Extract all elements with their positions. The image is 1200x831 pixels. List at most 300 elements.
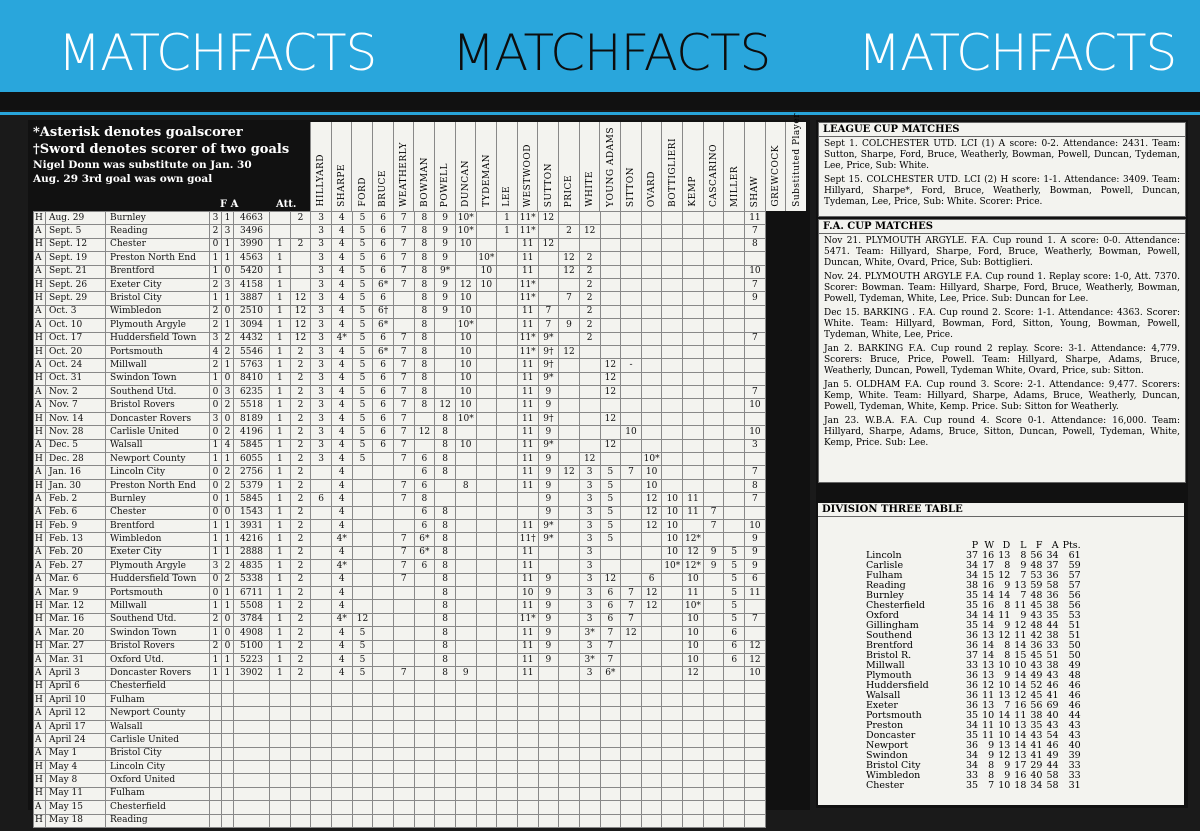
player-shirt-cell	[724, 439, 745, 452]
fa-cup-box	[818, 219, 1186, 483]
player-shirt-cell	[621, 305, 642, 318]
player-shirt-cell	[497, 761, 518, 774]
player-shirt-cell: 4	[331, 412, 352, 425]
player-shirt-cell: 2	[290, 653, 311, 666]
player-shirt-cell: 3	[745, 439, 766, 452]
goals-for: 3	[210, 412, 222, 425]
player-shirt-cell	[270, 774, 291, 787]
player-shirt-cell: 10	[662, 493, 683, 506]
goals-for: 0	[210, 479, 222, 492]
attendance: 8189	[234, 412, 270, 425]
player-shirt-cell: 2	[290, 479, 311, 492]
player-shirt-cell	[435, 694, 456, 707]
player-shirt-cell	[703, 720, 724, 733]
team-stat: 48	[1030, 620, 1043, 631]
player-shirt-cell: 7	[745, 332, 766, 345]
opponent: Exeter City	[106, 278, 210, 291]
player-shirt-cell	[435, 734, 456, 747]
player-shirt-cell	[476, 412, 497, 425]
player-shirt-cell	[517, 787, 538, 800]
player-column-header	[434, 122, 456, 211]
player-shirt-cell	[393, 747, 414, 760]
player-shirt-cell	[600, 225, 621, 238]
player-shirt-cell: 9	[538, 640, 559, 653]
player-shirt-cell: 6	[373, 412, 394, 425]
player-shirt-cell: 12	[600, 439, 621, 452]
team-stat: 53	[1030, 570, 1043, 581]
player-shirt-cell	[414, 694, 435, 707]
player-shirt-cell	[331, 694, 352, 707]
player-shirt-cell	[270, 761, 291, 774]
team-stat: 48	[1068, 670, 1081, 681]
player-shirt-cell: 1	[270, 466, 291, 479]
player-shirt-cell: 12	[352, 613, 373, 626]
player-shirt-cell	[641, 801, 662, 814]
player-shirt-cell: 5	[724, 600, 745, 613]
venue: A	[34, 546, 46, 559]
player-shirt-cell	[662, 319, 683, 332]
player-shirt-cell: 10	[662, 546, 683, 559]
match-row	[34, 453, 766, 466]
player-shirt-cell	[724, 493, 745, 506]
player-shirt-cell	[517, 774, 538, 787]
opponent: Fulham	[106, 787, 210, 800]
player-shirt-cell: 2	[290, 439, 311, 452]
team-stat: 31	[1068, 780, 1081, 791]
venue: A	[34, 653, 46, 666]
player-shirt-cell	[703, 653, 724, 666]
goals-against: 0	[222, 412, 234, 425]
player-shirt-cell: 9	[538, 506, 559, 519]
player-shirt-cell: 7	[745, 613, 766, 626]
player-shirt-cell: 8	[414, 386, 435, 399]
player-shirt-cell	[662, 225, 683, 238]
player-shirt-cell: 2	[290, 627, 311, 640]
player-shirt-cell: 3	[311, 252, 332, 265]
player-shirt-cell	[311, 613, 332, 626]
player-shirt-cell	[703, 533, 724, 546]
player-shirt-cell	[600, 212, 621, 225]
team-stat: 12	[1014, 690, 1027, 701]
player-shirt-cell	[373, 801, 394, 814]
player-shirt-cell: 1	[270, 640, 291, 653]
player-shirt-cell: 1	[270, 399, 291, 412]
player-shirt-cell: 5	[352, 345, 373, 358]
player-shirt-cell: 12	[600, 359, 621, 372]
player-name: PRICE	[564, 174, 575, 207]
player-shirt-cell	[703, 734, 724, 747]
player-shirt-cell	[352, 466, 373, 479]
player-shirt-cell	[724, 720, 745, 733]
match-date: Sept. 19	[46, 252, 106, 265]
player-shirt-cell: 10*	[683, 600, 704, 613]
team-stat: 53	[1068, 610, 1081, 621]
goals-for: 1	[210, 252, 222, 265]
team-stat: 49	[1046, 750, 1059, 761]
player-shirt-cell: 8	[435, 506, 456, 519]
player-shirt-cell: 3	[579, 493, 600, 506]
player-shirt-cell	[497, 519, 518, 532]
player-shirt-cell	[641, 640, 662, 653]
player-name: WEATHERLY	[398, 142, 409, 207]
goals-for: 0	[210, 506, 222, 519]
goals-against: 1	[222, 546, 234, 559]
match-date: April 12	[46, 707, 106, 720]
goals-against: 1	[222, 493, 234, 506]
player-shirt-cell	[559, 426, 580, 439]
player-shirt-cell: 1	[270, 265, 291, 278]
player-shirt-cell	[476, 680, 497, 693]
venue: H	[34, 600, 46, 613]
player-shirt-cell	[455, 506, 476, 519]
player-shirt-cell: 4	[331, 386, 352, 399]
player-shirt-cell	[600, 787, 621, 800]
player-shirt-cell: 3	[579, 586, 600, 599]
player-shirt-cell: 10	[455, 332, 476, 345]
player-column-header	[703, 122, 725, 211]
player-shirt-cell: 5	[352, 372, 373, 385]
player-shirt-cell	[373, 533, 394, 546]
player-shirt-cell	[621, 694, 642, 707]
player-shirt-cell	[641, 653, 662, 666]
venue: H	[34, 814, 46, 827]
attendance: 4432	[234, 332, 270, 345]
player-shirt-cell: 7	[393, 345, 414, 358]
player-shirt-cell	[559, 519, 580, 532]
player-shirt-cell	[373, 506, 394, 519]
player-shirt-cell: 5	[600, 506, 621, 519]
player-shirt-cell	[352, 533, 373, 546]
player-shirt-cell	[724, 667, 745, 680]
team-stat: 12	[998, 570, 1011, 581]
player-shirt-cell: 12	[290, 332, 311, 345]
match-date: Sept. 5	[46, 225, 106, 238]
player-shirt-cell	[683, 372, 704, 385]
player-shirt-cell	[497, 319, 518, 332]
player-shirt-cell	[621, 533, 642, 546]
player-shirt-cell: 3	[311, 225, 332, 238]
player-shirt-cell: 11*	[517, 345, 538, 358]
player-shirt-cell	[724, 466, 745, 479]
team-name: Doncaster	[866, 730, 916, 741]
player-shirt-cell	[600, 720, 621, 733]
player-shirt-cell	[579, 787, 600, 800]
player-shirt-cell	[641, 238, 662, 251]
team-stat: 16	[982, 550, 995, 561]
player-shirt-cell	[393, 814, 414, 827]
player-column-header	[455, 122, 477, 211]
player-shirt-cell	[311, 519, 332, 532]
attendance	[234, 680, 270, 693]
player-shirt-cell	[476, 292, 497, 305]
player-shirt-cell	[476, 466, 497, 479]
player-shirt-cell: 4	[331, 305, 352, 318]
team-name: Bristol City	[866, 760, 921, 771]
player-shirt-cell	[683, 292, 704, 305]
player-shirt-cell	[455, 519, 476, 532]
player-shirt-cell: 2	[290, 386, 311, 399]
venue: A	[34, 801, 46, 814]
team-stat: 38	[1046, 630, 1059, 641]
goals-for: 2	[210, 278, 222, 291]
player-shirt-cell: 7	[538, 305, 559, 318]
player-shirt-cell	[497, 359, 518, 372]
player-shirt-cell	[621, 573, 642, 586]
player-shirt-cell	[662, 399, 683, 412]
player-shirt-cell: 2	[290, 600, 311, 613]
player-shirt-cell	[683, 399, 704, 412]
player-shirt-cell: 7	[621, 600, 642, 613]
player-shirt-cell	[414, 586, 435, 599]
player-shirt-cell: 10	[455, 238, 476, 251]
player-shirt-cell: 6*	[373, 345, 394, 358]
player-shirt-cell: 4	[331, 439, 352, 452]
player-shirt-cell	[600, 345, 621, 358]
team-stat: 43	[1046, 720, 1059, 731]
player-column-header	[785, 113, 807, 211]
player-shirt-cell	[331, 734, 352, 747]
player-shirt-cell	[373, 453, 394, 466]
player-column-header	[744, 122, 766, 211]
player-shirt-cell	[559, 667, 580, 680]
match-row	[34, 573, 766, 586]
team-name: Fulham	[866, 570, 903, 581]
player-shirt-cell: 4	[331, 493, 352, 506]
opponent: Reading	[106, 225, 210, 238]
player-shirt-cell: 10	[662, 506, 683, 519]
opponent: Preston North End	[106, 252, 210, 265]
match-date: Oct. 10	[46, 319, 106, 332]
player-shirt-cell: 9*	[435, 265, 456, 278]
player-shirt-cell: 6†	[373, 305, 394, 318]
player-shirt-cell: 12	[641, 506, 662, 519]
player-shirt-cell: 3	[311, 399, 332, 412]
goals-for: 1	[210, 600, 222, 613]
player-shirt-cell	[435, 359, 456, 372]
venue: H	[34, 332, 46, 345]
player-name: BRUCE	[378, 170, 389, 207]
player-name: GREWCOCK	[770, 145, 781, 207]
match-row	[34, 345, 766, 358]
player-shirt-cell	[641, 319, 662, 332]
player-shirt-cell: 10	[683, 640, 704, 653]
player-shirt-cell: 9	[745, 560, 766, 573]
goals-against: 1	[222, 667, 234, 680]
goals-against	[222, 694, 234, 707]
player-shirt-cell	[703, 466, 724, 479]
division-column-header: Pts.	[1062, 540, 1081, 551]
player-name: BOTTIGLIERI	[667, 137, 678, 207]
player-shirt-cell	[600, 694, 621, 707]
player-shirt-cell: 3	[579, 546, 600, 559]
team-stat: 33	[1068, 770, 1081, 781]
player-shirt-cell	[476, 372, 497, 385]
player-shirt-cell	[393, 787, 414, 800]
goals-against: 0	[222, 265, 234, 278]
player-shirt-cell	[600, 680, 621, 693]
player-shirt-cell: 6*	[414, 546, 435, 559]
player-shirt-cell: 6	[373, 292, 394, 305]
player-shirt-cell	[559, 747, 580, 760]
player-shirt-cell: 10	[455, 359, 476, 372]
player-shirt-cell	[331, 707, 352, 720]
player-shirt-cell	[270, 694, 291, 707]
player-shirt-cell	[724, 359, 745, 372]
goals-against	[222, 774, 234, 787]
team-stat: 44	[1068, 710, 1081, 721]
goals-against: 1	[222, 212, 234, 225]
player-shirt-cell: 5	[724, 586, 745, 599]
player-shirt-cell	[435, 479, 456, 492]
player-shirt-cell	[497, 372, 518, 385]
team-stat: 13	[982, 700, 995, 711]
team-stat: 11	[982, 720, 995, 731]
player-shirt-cell	[724, 506, 745, 519]
player-shirt-cell	[745, 252, 766, 265]
opponent: Doncaster Rovers	[106, 667, 210, 680]
player-column-header	[537, 122, 559, 211]
match-row	[34, 412, 766, 425]
player-shirt-cell	[497, 747, 518, 760]
goals-for: 0	[210, 466, 222, 479]
player-shirt-cell	[538, 761, 559, 774]
player-shirt-cell: 7	[393, 332, 414, 345]
player-shirt-cell	[600, 265, 621, 278]
fa-header: F A	[220, 199, 239, 210]
team-stat: 9	[988, 750, 995, 761]
player-shirt-cell: 11	[517, 426, 538, 439]
team-stat: 13	[982, 630, 995, 641]
player-shirt-cell	[641, 359, 662, 372]
team-stat: 41	[1030, 740, 1043, 751]
player-shirt-cell: 6	[641, 573, 662, 586]
player-shirt-cell	[517, 720, 538, 733]
player-shirt-cell	[559, 533, 580, 546]
player-shirt-cell: 11*	[517, 225, 538, 238]
team-stat: 35	[966, 590, 979, 601]
player-shirt-cell	[455, 426, 476, 439]
player-shirt-cell: 12	[600, 372, 621, 385]
player-shirt-cell	[662, 774, 683, 787]
team-stat: 36	[1030, 640, 1043, 651]
team-stat: 17	[982, 560, 995, 571]
player-shirt-cell: 8	[414, 399, 435, 412]
player-shirt-cell	[476, 560, 497, 573]
team-stat: 8	[1004, 650, 1011, 661]
player-shirt-cell	[662, 586, 683, 599]
player-shirt-cell	[621, 332, 642, 345]
player-shirt-cell	[703, 453, 724, 466]
player-shirt-cell	[703, 573, 724, 586]
player-shirt-cell	[703, 707, 724, 720]
player-shirt-cell	[538, 707, 559, 720]
player-shirt-cell	[662, 627, 683, 640]
goals-against: 1	[222, 319, 234, 332]
player-shirt-cell	[497, 600, 518, 613]
player-shirt-cell	[559, 653, 580, 666]
match-date: April 24	[46, 734, 106, 747]
player-shirt-cell: 5	[352, 265, 373, 278]
attendance: 6711	[234, 586, 270, 599]
player-shirt-cell	[414, 747, 435, 760]
player-shirt-cell: 7	[745, 225, 766, 238]
fa-cup-title: F.A. CUP MATCHES	[819, 220, 1185, 234]
match-row	[34, 319, 766, 332]
match-row	[34, 560, 766, 573]
player-shirt-cell	[373, 493, 394, 506]
player-shirt-cell: 7	[393, 667, 414, 680]
goals-for	[210, 814, 222, 827]
team-name: Preston	[866, 720, 904, 731]
match-row	[34, 225, 766, 238]
player-shirt-cell	[683, 466, 704, 479]
goals-for: 0	[210, 386, 222, 399]
player-shirt-cell	[352, 546, 373, 559]
opponent: Newport County	[106, 707, 210, 720]
player-shirt-cell	[559, 573, 580, 586]
team-stat: 38	[1046, 660, 1059, 671]
player-shirt-cell	[311, 761, 332, 774]
player-shirt-cell: 12	[600, 573, 621, 586]
player-shirt-cell: 6	[373, 212, 394, 225]
player-shirt-cell	[703, 640, 724, 653]
player-shirt-cell	[641, 345, 662, 358]
team-stat: 50	[1068, 650, 1081, 661]
player-shirt-cell: 3	[311, 332, 332, 345]
opponent: Carlisle United	[106, 734, 210, 747]
team-stat: 12	[982, 680, 995, 691]
team-stat: 10	[998, 730, 1011, 741]
player-shirt-cell	[621, 720, 642, 733]
player-name: YOUNG ADAMS	[605, 127, 616, 207]
player-shirt-cell	[497, 680, 518, 693]
opponent: Southend Utd.	[106, 613, 210, 626]
attendance	[234, 707, 270, 720]
player-shirt-cell: 5	[352, 653, 373, 666]
player-name: SITTON	[626, 166, 637, 207]
team-name: Millwall	[866, 660, 905, 671]
match-row	[34, 399, 766, 412]
match-row	[34, 466, 766, 479]
match-row	[34, 761, 766, 774]
player-shirt-cell: 1	[270, 573, 291, 586]
player-name: HILLYARD	[316, 154, 327, 207]
player-shirt-cell: 7	[621, 613, 642, 626]
player-shirt-cell: 7	[393, 560, 414, 573]
team-stat: 36	[1046, 570, 1059, 581]
player-shirt-cell	[724, 399, 745, 412]
player-shirt-cell	[559, 560, 580, 573]
player-shirt-cell: 5	[352, 305, 373, 318]
venue: A	[34, 359, 46, 372]
player-shirt-cell	[559, 506, 580, 519]
division-table-row	[866, 781, 1085, 791]
match-date: Nov. 14	[46, 412, 106, 425]
match-date: May 1	[46, 747, 106, 760]
venue: A	[34, 707, 46, 720]
team-stat: 9	[1020, 610, 1027, 621]
player-shirt-cell: 5	[352, 319, 373, 332]
note-asterisk: *Asterisk denotes goalscorer	[33, 125, 243, 140]
player-shirt-cell: 12	[745, 640, 766, 653]
player-shirt-cell: 8	[414, 278, 435, 291]
player-shirt-cell	[270, 814, 291, 827]
player-shirt-cell	[621, 653, 642, 666]
venue: H	[34, 479, 46, 492]
opponent: Reading	[106, 814, 210, 827]
player-shirt-cell	[745, 453, 766, 466]
player-shirt-cell	[290, 252, 311, 265]
